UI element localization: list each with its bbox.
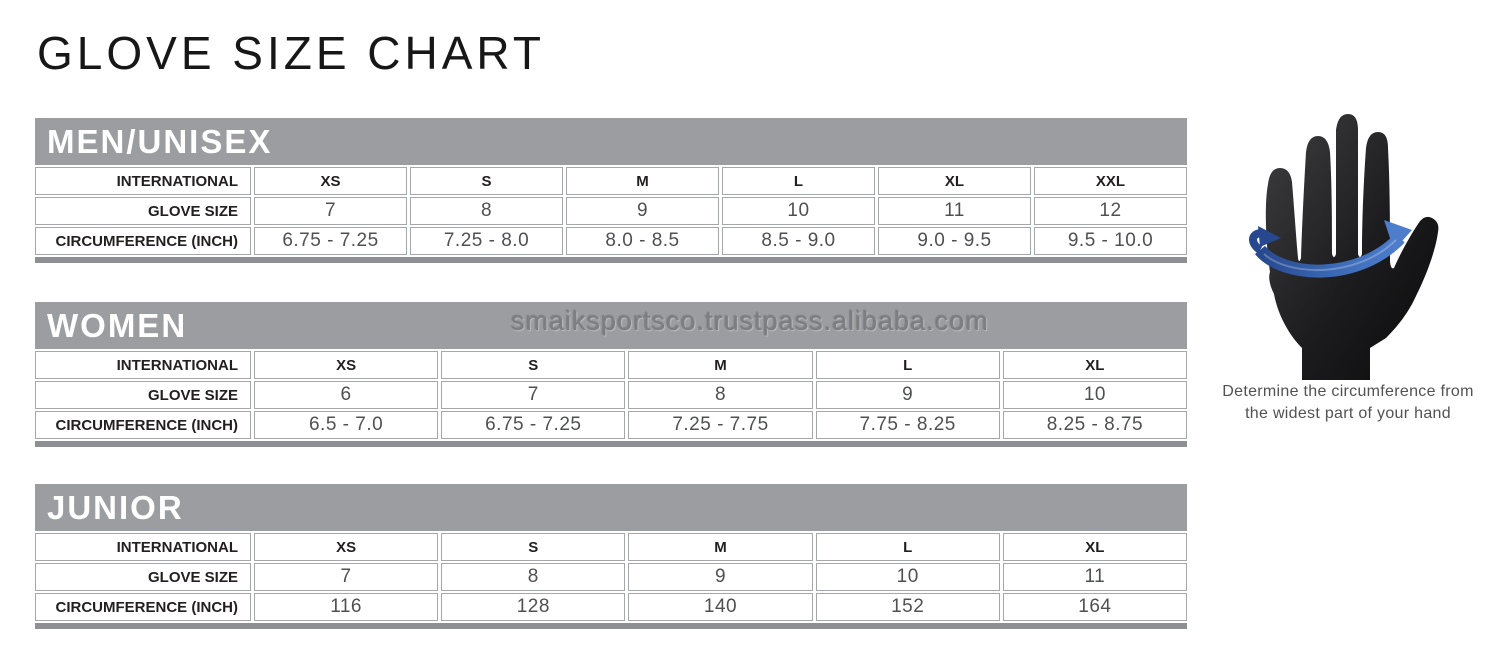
- value-cell: 9: [566, 197, 719, 225]
- row-label: GLOVE SIZE: [35, 381, 251, 409]
- hand-measurement-icon: [1228, 96, 1468, 380]
- row-label: GLOVE SIZE: [35, 563, 251, 591]
- table-bottom-bar: [35, 623, 1187, 629]
- size-table-junior: [35, 484, 1187, 629]
- column-header-cell: XXL: [1034, 167, 1187, 195]
- value-cell: 10: [816, 563, 1000, 591]
- column-header-cell: M: [628, 351, 812, 379]
- table-grid: [35, 533, 1187, 621]
- value-cell: 6: [254, 381, 438, 409]
- value-cell: 164: [1003, 593, 1187, 621]
- page-title: GLOVE SIZE CHART: [37, 27, 545, 79]
- row-label: GLOVE SIZE: [35, 197, 251, 225]
- table-title: MEN/UNISEX: [47, 122, 273, 160]
- table-bottom-bar: [35, 441, 1187, 447]
- value-cell: 8.25 - 8.75: [1003, 411, 1187, 439]
- value-cell: 152: [816, 593, 1000, 621]
- value-cell: 7.75 - 8.25: [816, 411, 1000, 439]
- value-cell: 11: [1003, 563, 1187, 591]
- table-header-junior: [35, 484, 1187, 531]
- value-cell: 8: [441, 563, 625, 591]
- hand-caption-line1: Determine the circumference from: [1222, 383, 1474, 400]
- row-label: CIRCUMFERENCE (INCH): [35, 411, 251, 439]
- value-cell: 8.0 - 8.5: [566, 227, 719, 255]
- column-header-cell: XL: [1003, 351, 1187, 379]
- value-cell: 12: [1034, 197, 1187, 225]
- value-cell: 7: [254, 563, 438, 591]
- column-header-cell: L: [816, 351, 1000, 379]
- size-table-women: [35, 302, 1187, 447]
- table-title: JUNIOR: [47, 488, 184, 526]
- value-cell: 7.25 - 8.0: [410, 227, 563, 255]
- column-header-cell: XS: [254, 351, 438, 379]
- column-header-cell: S: [441, 533, 625, 561]
- column-header-cell: S: [441, 351, 625, 379]
- value-cell: 9: [816, 381, 1000, 409]
- row-label: CIRCUMFERENCE (INCH): [35, 227, 251, 255]
- table-header-women: [35, 302, 1187, 349]
- value-cell: 6.75 - 7.25: [254, 227, 407, 255]
- table-header-men-unisex: [35, 118, 1187, 165]
- value-cell: 9.0 - 9.5: [878, 227, 1031, 255]
- hand-silhouette-icon: [1228, 96, 1468, 380]
- value-cell: 8.5 - 9.0: [722, 227, 875, 255]
- row-label: INTERNATIONAL: [35, 533, 251, 561]
- table-grid: [35, 167, 1187, 255]
- value-cell: 10: [1003, 381, 1187, 409]
- value-cell: 8: [628, 381, 812, 409]
- table-grid: [35, 351, 1187, 439]
- value-cell: 10: [722, 197, 875, 225]
- column-header-cell: XL: [1003, 533, 1187, 561]
- column-header-cell: L: [816, 533, 1000, 561]
- column-header-cell: L: [722, 167, 875, 195]
- value-cell: 7: [441, 381, 625, 409]
- column-header-cell: XS: [254, 533, 438, 561]
- value-cell: 7.25 - 7.75: [628, 411, 812, 439]
- size-table-men-unisex: [35, 118, 1187, 263]
- table-title: WOMEN: [47, 306, 188, 344]
- value-cell: 116: [254, 593, 438, 621]
- value-cell: 9: [628, 563, 812, 591]
- column-header-cell: XL: [878, 167, 1031, 195]
- value-cell: 11: [878, 197, 1031, 225]
- watermark-text: smaiksportsco.trustpass.alibaba.com: [511, 306, 989, 336]
- column-header-cell: S: [410, 167, 563, 195]
- hand-caption-line2: the widest part of your hand: [1245, 404, 1451, 422]
- hand-caption: [1200, 381, 1496, 424]
- value-cell: 8: [410, 197, 563, 225]
- column-header-cell: XS: [254, 167, 407, 195]
- table-bottom-bar: [35, 257, 1187, 263]
- value-cell: 9.5 - 10.0: [1034, 227, 1187, 255]
- value-cell: 7: [254, 197, 407, 225]
- value-cell: 6.75 - 7.25: [441, 411, 625, 439]
- value-cell: 140: [628, 593, 812, 621]
- column-header-cell: M: [628, 533, 812, 561]
- column-header-cell: M: [566, 167, 719, 195]
- value-cell: 6.5 - 7.0: [254, 411, 438, 439]
- value-cell: 128: [441, 593, 625, 621]
- row-label: INTERNATIONAL: [35, 167, 251, 195]
- row-label: CIRCUMFERENCE (INCH): [35, 593, 251, 621]
- row-label: INTERNATIONAL: [35, 351, 251, 379]
